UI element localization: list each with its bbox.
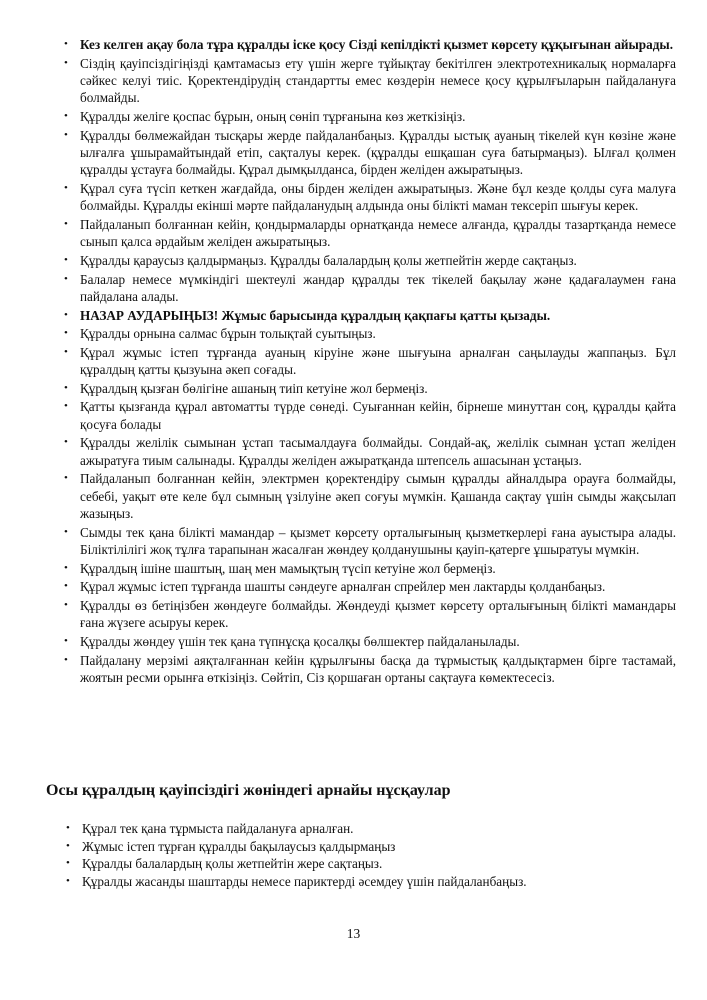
list-item-text: Қатты қызғанда құрал автоматты түрде сөнеді. Суығаннан кейін, бірнеше минуттан соң, құралды қайта қосуға болады (80, 399, 676, 432)
list-item-text: Сымды тек қана білікті мамандар – қызмет көрсету орталығының қызметкерлері ғана ауыстыра алады. Біліктілілігі жоқ тұлға тарапынан жасалған жөндеу қолданушыны қауіп-қатерге ұшыратуы мүмкін. (80, 524, 676, 558)
list-item (66, 873, 626, 891)
list-item (62, 216, 676, 251)
bullet-icon: • (64, 56, 68, 69)
bullet-icon: • (64, 308, 68, 321)
list-item (62, 633, 676, 650)
safety-instructions-list (62, 36, 676, 688)
bullet-icon: • (64, 400, 68, 413)
list-item-text: Жұмыс істеп тұрған құралды бақылаусыз қалдырмаңыз (82, 838, 396, 854)
list-item (62, 180, 676, 215)
list-item (62, 252, 676, 269)
list-item (62, 597, 676, 632)
list-item (62, 470, 676, 522)
list-item (62, 398, 676, 433)
bullet-icon: • (64, 38, 68, 50)
bullet-icon: • (66, 839, 70, 852)
bullet-icon: • (64, 182, 68, 194)
bullet-icon: • (64, 272, 68, 285)
bullet-icon: • (64, 653, 68, 666)
list-item-text: Сіздің қауіпсіздігіңізді қамтамасыз ету үшін жерге тұйықтау бекітілген электротехникалық нормаларға сәйкес келуі тиіс. Қоректендірудің стандартты емес көздерін немесе қосу құрылғыларын пайдалануға болмайды. (80, 55, 676, 106)
bullet-icon: • (64, 580, 68, 593)
list-item-text: Құралды өз бетіңізбен жөндеуге болмайды. Жөндеуді қызмет көрсету орталығының білікті мамандары ғана жүзеге асыруы керек. (80, 597, 676, 631)
list-item (62, 55, 676, 107)
list-item-text: Құралды желілік сымынан ұстап тасымалдауға болмайды. Сондай-ақ, желілік сымнан ұстап желіден ажыратуға тиым салынады. Құралды желіден ажыратқанда штепсель ашасынан ұстаңыз. (80, 435, 676, 468)
bullet-icon: • (64, 254, 68, 266)
bullet-icon: • (64, 327, 68, 340)
list-item-text: НАЗАР АУДАРЫҢЫЗ! Жұмыс барысында құралдың қақпағы қатты қызады. (80, 307, 551, 323)
list-item (66, 855, 626, 873)
list-item-text: Пайдаланып болғаннан кейін, электрмен қоректендіру сымын құралды айналдыра орауға болмайды, себебі, уақыт өте келе бұл сымның үзілуіне әкеп соғуы мүмкін. Қашанда сақтау үшін сымды жақсылап жазыңыз. (80, 471, 676, 522)
bullet-icon: • (64, 110, 68, 122)
list-item (62, 127, 676, 179)
bullet-icon: • (64, 561, 68, 574)
list-item-text: Құралдың ішіне шаштың, шаң мен мамықтың түсіп кетуіне жол бермеңіз. (80, 560, 496, 576)
list-item (62, 380, 676, 397)
list-item-text: Құралды жасанды шаштарды немесе париктерді әсемдеу үшін пайдаланбаңыз. (82, 873, 527, 889)
list-item-text: Құрал суға түсіп кеткен жағдайда, оны бірден желіден ажыратыңыз. Және бұл кезде қолды суға малуға болмайды. Құралды екінші мәрте пайдаланудың алдында оны білікті маман тексеріп шығуы керек. (80, 181, 676, 214)
list-item-text: Құралды желіге қоспас бұрын, оның сөніп тұрғанына көз жеткізіңіз. (80, 109, 466, 124)
list-item-text: Құралды орнына салмас бұрын толықтай суытыңыз. (80, 326, 376, 342)
bullet-icon: • (66, 874, 70, 887)
list-item (62, 325, 676, 342)
list-item (62, 344, 676, 379)
list-item-text: Құралды балалардың қолы жетпейтін жере сақтаңыз. (82, 856, 383, 872)
bullet-icon: • (64, 436, 68, 449)
list-item-text: Кез келген ақау бола тұра құралды іске қосу Сізді кепілдікті қызмет көрсету құқығынан айырады. (80, 37, 674, 52)
list-item (62, 652, 676, 687)
list-item-text: Құрал жұмыс істеп тұрғанда ауаның кіруіне және шығуына арналған саңылауды жаппаңыз. Бұл құралдың қатты қызуына әкеп соғады. (80, 344, 676, 378)
list-item-text: Құрал жұмыс істеп тұрғанда шашты сәндеуге арналған спрейлер мен лактарды қолданбаңыз. (80, 579, 606, 595)
bullet-icon: • (64, 345, 68, 358)
list-item (62, 434, 676, 469)
list-item (62, 307, 676, 324)
list-item-text: Құрал тек қана тұрмыста пайдалануға арналған. (82, 821, 354, 836)
list-item (62, 271, 676, 306)
list-item-text: Пайдалану мерзімі аяқталғаннан кейін құрылғыны басқа да тұрмыстық қалдықтармен бірге тастамай, жоятын ресми орынға өткізіңіз. Сөйтіп, Сіз қоршаған ортаны сақтауға көмектесесіз. (80, 652, 676, 685)
bullet-icon: • (64, 525, 68, 538)
list-item (62, 108, 676, 125)
list-item (62, 578, 676, 595)
bullet-icon: • (64, 128, 68, 141)
bullet-icon: • (64, 634, 68, 647)
bullet-icon: • (64, 472, 68, 485)
list-item (62, 560, 676, 577)
bullet-icon: • (66, 822, 70, 834)
section-heading: Осы құралдың қауіпсіздігі жөніндегі арнайы нұсқаулар (46, 782, 451, 799)
list-item (66, 820, 626, 838)
list-item-text: Құралдың қызған бөлігіне ашаның тиіп кетуіне жол бермеңіз. (80, 380, 428, 396)
list-item (62, 524, 676, 559)
special-instructions-list (66, 820, 626, 890)
list-item (62, 36, 676, 53)
bullet-icon: • (66, 857, 70, 870)
list-item-text: Құралды жөндеу үшін тек қана түпнұсқа қосалқы бөлшектер пайдаланылады. (80, 633, 520, 649)
bullet-icon: • (64, 218, 68, 230)
list-item-text: Пайдаланып болғаннан кейін, қондырмаларды орнатқанда немесе алғанда, құралды тазартқанда немесе сынып қалса әрдайым желіден ажыратыңыз. (80, 217, 676, 250)
list-item-text: Балалар немесе мүмкіндігі шектеулі жандар құралды тек тікелей бақылау және қадағалаумен ғана пайдалана алады. (80, 271, 676, 304)
list-item (66, 838, 626, 856)
list-item-text: Құралды бөлмежайдан тысқары жерде пайдаланбаңыз. Құралды ыстық ауаның тікелей күн көзіне және ылғалға ұшырамайтындай етіп, сақталуы керек. (құралды ешқашан суға батырмаңыз). Ылғал қолмен құралды ұстауға болмайды. Құрал дымқылданса, бірден желіден ажыратыңыз. (80, 127, 676, 178)
bullet-icon: • (64, 598, 68, 611)
bullet-icon: • (64, 381, 68, 394)
page-number: 13 (346, 926, 361, 941)
list-item-text: Құралды қараусыз қалдырмаңыз. Құралды балалардың қолы жетпейтін жерде сақтаңыз. (80, 253, 577, 268)
